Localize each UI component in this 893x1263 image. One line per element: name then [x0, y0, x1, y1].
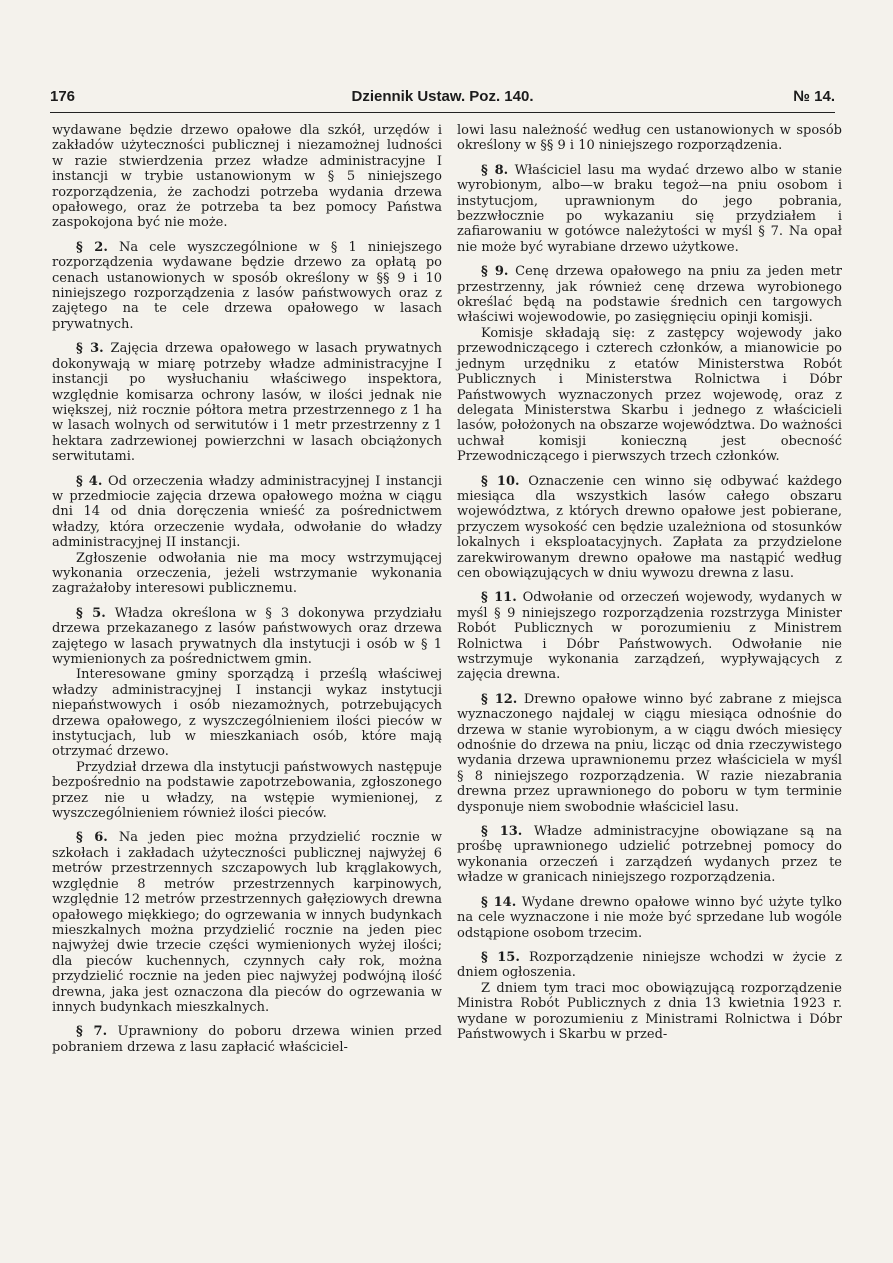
paragraph: [52, 606, 442, 668]
paragraph: [457, 163, 842, 255]
paragraph-text: Oznaczenie cen winno się odbywać każdego miesiąca dla wszystkich lasów całego obszaru województwa, z których drewno opałowe jest pobierane, przyczem wysokość cen będzie uzależniona od stosunków lokalnych i eksploatacyjnych. Zapłata za przydzielone zarekwirowanym drewno opałowe ma nastąpić według cen obowiązujących w dniu wywozu drewna z lasu.: [457, 473, 842, 581]
paragraph: [457, 692, 842, 815]
paragraph-text: Odwołanie od orzeczeń wojewody, wydanych w myśl § 9 niniejszego rozporządzenia rozstrzyga Minister Robót Publicznych w porozumieniu z Ministrem Rolnictwa i Dóbr Państwowych. Odwołanie nie wstrzymuje wykonania zarządzeń, wypływających z zajęcia drewna.: [457, 590, 842, 683]
issue-number: № 14.: [793, 88, 835, 105]
paragraph: [52, 123, 442, 231]
section-number: § 12.: [481, 691, 518, 707]
paragraph: [52, 1024, 442, 1055]
paragraph-text: Właściciel lasu ma wydać drzewo albo w stanie wyrobionym, albo—w braku tegoż—na pniu osobom i instytucjom, uprawnionym do jego pobrania, bezzwłocznie po wykazaniu się przydziałem i zafiarowaniu w gotówce należytości w myśl § 7. Na opał nie może być wyrabiane drzewo użytkowe.: [457, 162, 843, 255]
page-header: [50, 88, 835, 112]
paragraph: [52, 240, 442, 332]
paragraph-text: Przydział drzewa dla instytucji państwowych następuje bezpośrednio na podstawie zapotrzebowania, zgłoszonego przez nie u władzy, na wstępie wymienionej, z wyszczególnieniem również ilości pieców.: [52, 759, 442, 822]
section-number: § 10.: [481, 473, 520, 489]
section-number: § 3.: [76, 341, 104, 357]
paragraph-text: Rozporządzenie niniejsze wchodzi w życie z dniem ogłoszenia.: [457, 949, 842, 981]
right-column: [457, 123, 842, 1051]
paragraph-text: Interesowane gminy sporządzą i prześlą właściwej władzy administracyjnej I instancji wykaz instytucji niepaństwowych i osób niezamożnych, potrzebujących drzewa opałowego, z wyszczególnieniem ilości pieców w instytucjach, lub w mieszkaniach osób, które mają otrzymać drzewo.: [52, 667, 442, 760]
section-number: § 13.: [481, 824, 523, 840]
paragraph-text: Władze administracyjne obowiązane są na prośbę uprawnionego udzielić potrzebnej pomocy do wykonania orzeczeń i zarządzeń wydanych przez te władze w granicach niniejszego rozporządzenia.: [457, 824, 842, 886]
journal-title: Dziennik Ustaw. Poz. 140.: [351, 88, 534, 105]
paragraph-text: Zgłoszenie odwołania nie ma mocy wstrzymującej wykonania orzeczenia, jeżeli wstrzymanie wykonania zagrażałoby interesowi publicznemu.: [52, 550, 442, 597]
section-number: § 4.: [76, 473, 103, 489]
paragraph: [52, 474, 442, 551]
section-number: § 6.: [76, 830, 108, 846]
paragraph: [52, 551, 442, 597]
paragraph: [457, 326, 842, 465]
paragraph: [457, 264, 842, 326]
page-number: 176: [50, 88, 76, 105]
paragraph: [457, 895, 842, 941]
left-column: [52, 123, 442, 1064]
paragraph-text: Drewno opałowe winno być zabrane z miejsca wyznaczonego najdalej w ciągu miesiąca odnośnie do drzewa w stanie wyrobionym, a w ciągu dwóch miesięcy odnośnie do drzewa na pniu, licząc od dnia rzeczywistego wydania drzewa uprawnionemu przez właściciela w myśl § 8 niniejszego rozporządzenia. W razie niezabrania drewna przez uprawnionego do poboru w tym terminie dysponuje niem swobodnie właściciel lasu.: [457, 691, 842, 815]
section-number: § 8.: [481, 162, 509, 178]
header-rule: [50, 112, 835, 113]
paragraph-text: Władza określona w § 3 dokonywa przydziału drzewa przekazanego z lasów państwowych oraz drzewa zajętego w lasach prywatnych dla instytucji i osób w § 1 wymienionych za pośrednictwem gmin.: [52, 605, 442, 667]
paragraph-text: Na jeden piec można przydzielić rocznie w szkołach i zakładach użyteczności publicznej najwyżej 6 metrów przestrzennych szczapowych lub krąglakowych, względnie 8 metrów przestrzennych karpinowych, względnie 12 metrów przestrzennych gałęziowych drewna opałowego miękkiego; do ogrzewania w innych budynkach mieszkalnych można przydzielić rocznie na jeden piec najwyżej dwie trzecie części wymienionych wyżej ilości; dla pieców kuchennych, czynnych cały rok, można przydzielić rocznie na jeden piec najwyżej podwójną ilość drewna, jaka jest oznaczona dla pieców do ogrzewania w innych budynkach mieszkalnych.: [52, 830, 443, 1015]
paragraph: [52, 341, 442, 464]
paragraph-text: Z dniem tym traci moc obowiązującą rozporządzenie Ministra Robót Publicznych z dnia 13 kwietnia 1923 r. wydane w porozumieniu z Ministrami Rolnictwa i Dóbr Państwowych i Skarbu w przed-: [457, 980, 842, 1042]
paragraph: [457, 950, 842, 981]
section-number: § 7.: [76, 1024, 108, 1040]
section-number: § 14.: [481, 894, 517, 910]
paragraph-text: Zajęcia drzewa opałowego w lasach prywatnych dokonywają w miarę potrzeby władze administracyjne I instancji po wysłuchaniu właściwego inspektora, względnie komisarza ochrony lasów, w ilości jednak nie większej, niż rocznie półtora metra przestrzennego z 1 ha w lasach wolnych od serwitutów i 1 metr przestrzenny z 1 hektara zadrzewionej powierzchni w lasach obciążonych serwitutami.: [52, 341, 442, 465]
paragraph: [52, 760, 442, 822]
section-number: § 11.: [481, 590, 517, 606]
paragraph: [457, 590, 842, 682]
paragraph: [457, 123, 842, 154]
section-number: § 9.: [481, 264, 509, 280]
paragraph-text: Uprawniony do poboru drzewa winien przed pobraniem drzewa z lasu zapłacić właściciel-: [52, 1024, 442, 1055]
paragraph: [52, 667, 442, 759]
paragraph-text: Komisje składają się: z zastępcy wojewody jako przewodniczącego i czterech członków, a mianowicie po jednym urzędniku z etatów Ministerstwa Robót Publicznych i Ministerstwa Rolnictwa i Dóbr Państwowych wyznaczonych przez wojewodę, oraz z delegata Ministerstwa Skarbu i jednego z właścicieli lasów, położonych na obszarze województwa. Do ważności uchwał komisji konieczną jest obecność Przewodniczącego i pierwszych trzech członków.: [457, 325, 842, 465]
section-number: § 15.: [481, 949, 520, 965]
paragraph-text: Wydane drewno opałowe winno być użyte tylko na cele wyznaczone i nie może być sprzedane lub wogóle odstąpione osobom trzecim.: [457, 894, 842, 941]
section-number: § 5.: [76, 605, 106, 621]
section-number: § 2.: [76, 239, 108, 255]
paragraph-text: Od orzeczenia władzy administracyjnej I instancji w przedmiocie zajęcia drzewa opałowego można w ciągu dni 14 od dnia doręczenia wnieść za pośrednictwem władzy, która orzeczenie wydała, odwołanie do władzy administracyjnej II instancji.: [52, 473, 442, 551]
paragraph: [457, 474, 842, 582]
paragraph: [52, 830, 442, 1015]
paragraph-text: Na cele wyszczególnione w § 1 niniejszego rozporządzenia wydawane będzie drzewo za opłatą po cenach ustanowionych w sposób określony w §§ 9 i 10 niniejszego rozporządzenia z lasów państwowych oraz z zajętego na te cele drzewa opałowego w lasach prywatnych.: [52, 239, 442, 332]
paragraph-text: wydawane będzie drzewo opałowe dla szkół, urzędów i zakładów użyteczności publicznej i niezamożnej ludności w razie stwierdzenia przez władze administracyjne I instancji w trybie ustanowionym w § 5 niniejszego rozporządzenia, że zachodzi potrzeba wydania drzewa opałowego, oraz że potrzeba ta bez pomocy Państwa zaspokojona być nie może.: [52, 123, 442, 231]
paragraph: [457, 824, 842, 886]
paragraph: [457, 981, 842, 1043]
paragraph-text: Cenę drzewa opałowego na pniu za jeden metr przestrzenny, jak również cenę drzewa wyrobionego określać będą na podstawie średnich cen targowych właściwi wojewodowie, po zasięgnięciu opinji komisji.: [457, 264, 842, 326]
paragraph-text: lowi lasu należność według cen ustanowionych w sposób określony w §§ 9 i 10 niniejszego rozporządzenia.: [457, 123, 842, 154]
